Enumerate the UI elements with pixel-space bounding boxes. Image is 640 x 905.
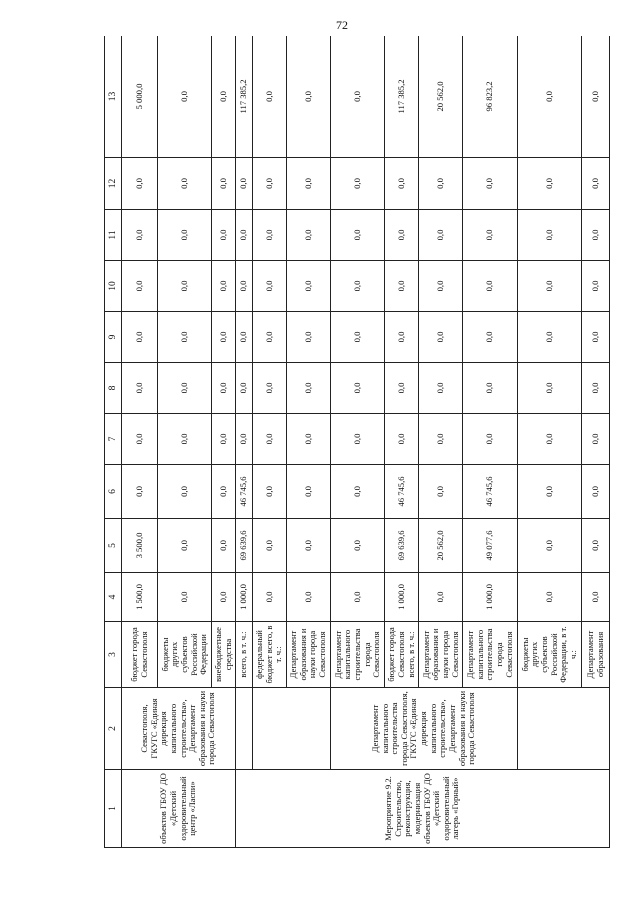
header-row [105,36,122,848]
value-cell: 0,0 [582,519,610,573]
value-cell: 0,0 [419,465,463,519]
value-cell: 0,0 [253,210,287,261]
value-cell: 0,0 [517,158,582,210]
funding-source-cell: Департамент капитального строительства города Севастополя [463,622,517,688]
value-cell: 0,0 [212,312,236,363]
value-cell: 0,0 [253,414,287,465]
responsible-executor-cell: Департамент капитального строительства города Севастополя, ГКУГС «Единая дирекция капитального строительства», Департамент образования и науки города Севастополя [331,688,518,770]
budget-table [104,36,610,848]
value-cell: 0,0 [122,210,158,261]
table-row [236,36,253,848]
value-cell: 0,0 [582,158,610,210]
value-cell: 0,0 [517,519,582,573]
value-cell: 0,0 [517,312,582,363]
activity-name-cell: Мероприятие 9.2. Строительство, реконструкция, модернизация объектов ГБОУ ДО «Детский оздоровительный лагерь «Горный» [236,770,610,848]
table-row [122,36,158,848]
value-cell: 0,0 [212,465,236,519]
value-cell: 0,0 [158,261,212,312]
value-cell: 0,0 [463,261,517,312]
value-cell: 0,0 [385,210,419,261]
value-cell: 96 823,2 [463,36,517,158]
value-cell: 0,0 [286,573,330,622]
value-cell: 0,0 [582,261,610,312]
value-cell: 0,0 [253,363,287,414]
value-cell: 0,0 [122,312,158,363]
page-number: 72 [336,18,348,32]
value-cell: 117 385,2 [236,36,253,158]
value-cell: 0,0 [286,312,330,363]
value-cell: 20 562,0 [419,36,463,158]
value-cell: 0,0 [331,573,385,622]
funding-source-cell: внебюджетные средства [212,622,236,688]
responsible-executor-cell: Севастополя, ГКУГС «Единая дирекция капитального строительства», Департамент образования и науки города Севастополя [122,688,236,770]
value-cell: 0,0 [286,261,330,312]
value-cell: 0,0 [385,261,419,312]
value-cell: 20 562,0 [419,519,463,573]
value-cell: 0,0 [286,158,330,210]
value-cell: 0,0 [236,158,253,210]
value-cell: 0,0 [463,158,517,210]
value-cell: 69 639,6 [385,519,419,573]
responsible-executor-cell-empty [236,688,253,770]
value-cell: 0,0 [253,573,287,622]
value-cell: 0,0 [122,465,158,519]
value-cell: 0,0 [582,363,610,414]
value-cell: 0,0 [253,158,287,210]
header-cell: 2 [105,688,122,770]
value-cell: 0,0 [582,36,610,158]
value-cell: 46 745,6 [385,465,419,519]
value-cell: 0,0 [286,465,330,519]
value-cell: 0,0 [331,363,385,414]
value-cell: 0,0 [212,158,236,210]
table-row [253,36,287,848]
value-cell: 46 745,6 [236,465,253,519]
value-cell: 0,0 [212,261,236,312]
value-cell: 0,0 [419,363,463,414]
value-cell: 0,0 [158,210,212,261]
value-cell: 0,0 [517,573,582,622]
value-cell: 117 385,2 [385,36,419,158]
value-cell: 0,0 [253,36,287,158]
value-cell: 0,0 [253,261,287,312]
value-cell: 0,0 [385,363,419,414]
value-cell: 0,0 [253,519,287,573]
header-cell: 13 [105,36,122,158]
responsible-executor-cell-empty [517,688,609,770]
header-cell: 6 [105,465,122,519]
value-cell: 0,0 [517,465,582,519]
funding-source-cell: Департамент образования [582,622,610,688]
value-cell: 0,0 [236,363,253,414]
value-cell: 3 500,0 [122,519,158,573]
value-cell: 0,0 [122,414,158,465]
value-cell: 5 000,0 [122,36,158,158]
value-cell: 0,0 [158,573,212,622]
header-cell: 11 [105,210,122,261]
funding-source-cell: бюджет города Севастополя [122,622,158,688]
rotated-table-wrapper [104,36,610,848]
value-cell: 0,0 [236,414,253,465]
header-cell: 10 [105,261,122,312]
value-cell: 0,0 [158,36,212,158]
value-cell: 0,0 [331,158,385,210]
value-cell: 0,0 [236,312,253,363]
funding-source-cell: всего, в т. ч.: [236,622,253,688]
value-cell: 0,0 [212,210,236,261]
value-cell: 0,0 [158,519,212,573]
value-cell: 0,0 [517,414,582,465]
value-cell: 0,0 [517,210,582,261]
value-cell: 0,0 [582,312,610,363]
value-cell: 0,0 [331,36,385,158]
funding-source-cell: бюджеты других субъектов Российской Федерации, в т. ч.: [517,622,582,688]
header-cell: 8 [105,363,122,414]
funding-source-cell: Департамент образования и науки города Севастополя [286,622,330,688]
value-cell: 49 077,6 [463,519,517,573]
value-cell: 1 000,0 [385,573,419,622]
header-cell: 12 [105,158,122,210]
value-cell: 0,0 [419,312,463,363]
value-cell: 0,0 [236,210,253,261]
value-cell: 0,0 [286,363,330,414]
value-cell: 0,0 [463,312,517,363]
header-cell: 7 [105,414,122,465]
value-cell: 46 745,6 [463,465,517,519]
value-cell: 69 639,6 [236,519,253,573]
header-cell: 4 [105,573,122,622]
value-cell: 1 000,0 [463,573,517,622]
header-cell: 1 [105,770,122,848]
funding-source-cell: бюджеты других субъектов Российской Федерации [158,622,212,688]
funding-source-cell: федеральный бюджет всего, в т. ч.: [253,622,287,688]
value-cell: 0,0 [419,158,463,210]
value-cell: 0,0 [582,465,610,519]
value-cell: 1 000,0 [236,573,253,622]
value-cell: 0,0 [331,210,385,261]
value-cell: 0,0 [419,573,463,622]
value-cell: 0,0 [158,363,212,414]
table-row [331,36,385,848]
value-cell: 0,0 [463,363,517,414]
value-cell: 0,0 [286,210,330,261]
value-cell: 0,0 [419,261,463,312]
value-cell: 0,0 [582,414,610,465]
funding-source-cell: Департамент образования и науки города Севастополя [419,622,463,688]
value-cell: 0,0 [158,414,212,465]
header-cell: 9 [105,312,122,363]
value-cell: 0,0 [253,312,287,363]
value-cell: 0,0 [158,158,212,210]
value-cell: 0,0 [517,36,582,158]
value-cell: 0,0 [212,519,236,573]
funding-source-cell: бюджет города Севастополя всего, в т. ч.: [385,622,419,688]
value-cell: 0,0 [385,158,419,210]
value-cell: 0,0 [212,363,236,414]
rotated-page-area [104,36,610,848]
funding-source-cell: Департамент капитального строительства города Севастополя [331,622,385,688]
value-cell: 1 500,0 [122,573,158,622]
activity-name-cell: объектов ГБОУ ДО «Детский оздоровительный центр «Ласпи» [122,770,236,848]
value-cell: 0,0 [286,36,330,158]
value-cell: 0,0 [253,465,287,519]
value-cell: 0,0 [122,261,158,312]
value-cell: 0,0 [212,414,236,465]
value-cell: 0,0 [286,414,330,465]
value-cell: 0,0 [158,465,212,519]
value-cell: 0,0 [463,414,517,465]
value-cell: 0,0 [212,36,236,158]
table-row [517,36,582,848]
value-cell: 0,0 [331,414,385,465]
value-cell: 0,0 [122,363,158,414]
value-cell: 0,0 [517,261,582,312]
value-cell: 0,0 [463,210,517,261]
value-cell: 0,0 [419,210,463,261]
value-cell: 0,0 [212,573,236,622]
header-cell: 3 [105,622,122,688]
value-cell: 0,0 [236,261,253,312]
value-cell: 0,0 [158,312,212,363]
value-cell: 0,0 [331,261,385,312]
value-cell: 0,0 [122,158,158,210]
value-cell: 0,0 [331,312,385,363]
value-cell: 0,0 [419,414,463,465]
value-cell: 0,0 [286,519,330,573]
value-cell: 0,0 [385,312,419,363]
value-cell: 0,0 [582,573,610,622]
value-cell: 0,0 [331,465,385,519]
value-cell: 0,0 [385,414,419,465]
responsible-executor-cell-empty [253,688,331,770]
value-cell: 0,0 [582,210,610,261]
header-cell: 5 [105,519,122,573]
value-cell: 0,0 [331,519,385,573]
value-cell: 0,0 [517,363,582,414]
